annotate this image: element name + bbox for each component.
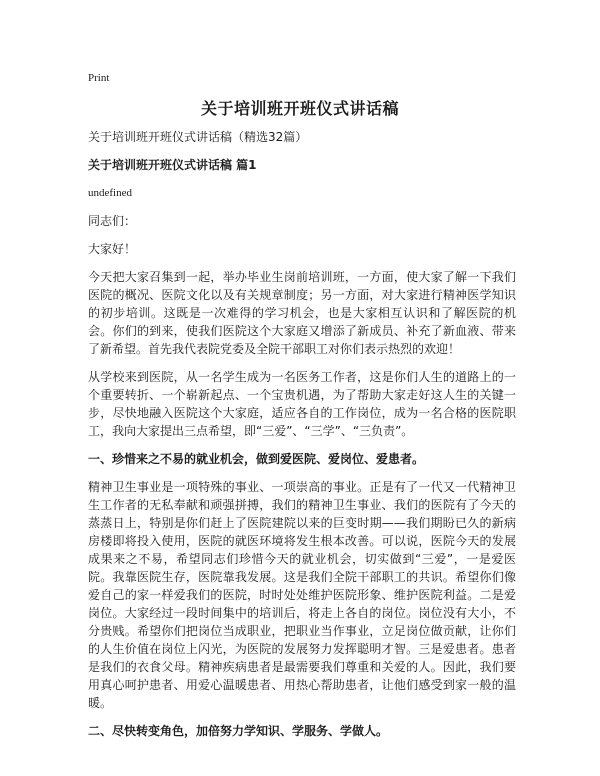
document-body (88, 128, 516, 750)
document-subtitle: 关于培训班开班仪式讲话稿（精选32篇） (88, 130, 308, 144)
heading-point-one: 一、珍惜来之不易的就业机会，做到爱医院、爱岗位、爱患者。 (88, 452, 425, 466)
paragraph-point-one: 精神卫生事业是一项特殊的事业、一项崇高的事业。正是有了一代又一代精神卫生工作者的无私奉献和顽强拼搏，我们的精神卫生事业、我们的医院有了今天的蒸蒸日上，特别是你们赶上了医院建院以来的巨变时期——我们期盼已久的新病房楼即将投入使用，医院的就医环境将发生根本改善。可以说，医院今天的发展成果来之不易，希望同志们珍惜今天的就业机会，切实做到“三爱”，一是爱医院。我靠医院生存，医院靠我发展。这是我们全院干部职工的共识。希望你们像爱自己的家一样爱我们的医院，时时处处维护医院形象、维护医院利益。二是爱岗位。大家经过一段时间集中的培训后，将走上各自的岗位。岗位没有大小，不分贵贱。希望你们把岗位当成职业，把职业当作事业，立足岗位做贡献，让你们的人生价值在岗位上闪光，为医院的发展努力发挥聪明才智。三是爱患者。患者是我们的衣食父母。精神疾病患者是最需要我们尊重和关爱的人。因此，我们要用真心呵护患者、用爱心温暖患者、用热心帮助患者，让他们感受到家一般的温暖。 (88, 480, 516, 710)
print-link[interactable]: Print (88, 72, 110, 84)
paragraph-intro: 今天把大家召集到一起，举办毕业生岗前培训班，一方面，使大家了解一下我们医院的概况、医院文化以及有关规章制度；另一方面，对大家进行精神医学知识的初步培训。这既是一次难得的学习机会，也是大家相互认识和了解医院的机会。你们的到来，使我们医院这个大家庭又增添了新成员、补充了新血液、带来了新希望。首先我代表院党委及全院干部职工对你们表示热烈的欢迎！ (88, 270, 516, 356)
paragraph-expectations: 从学校来到医院，从一名学生成为一名医务工作者，这是你们人生的道路上的一个重要转折、一个崭新起点、一个宝贵机遇，为了帮助大家走好这人生的关键一步，尽快地融入医院这个大家庭，适应各自的工作岗位，成为一名合格的医院职工，我向大家提出三点希望，即“三爱”、“三学”、“三负责”。 (88, 370, 516, 438)
greeting-comrades: 同志们： (88, 214, 137, 228)
document-title: 关于培训班开班仪式讲话稿 (200, 99, 399, 118)
section-heading: 关于培训班开班仪式讲话稿 篇1 (88, 158, 257, 172)
undefined-placeholder: undefined (88, 187, 132, 199)
heading-point-two: 二、尽快转变角色，加倍努力学知识、学服务、学做人。 (88, 724, 389, 738)
greeting-hello: 大家好！ (88, 242, 137, 256)
